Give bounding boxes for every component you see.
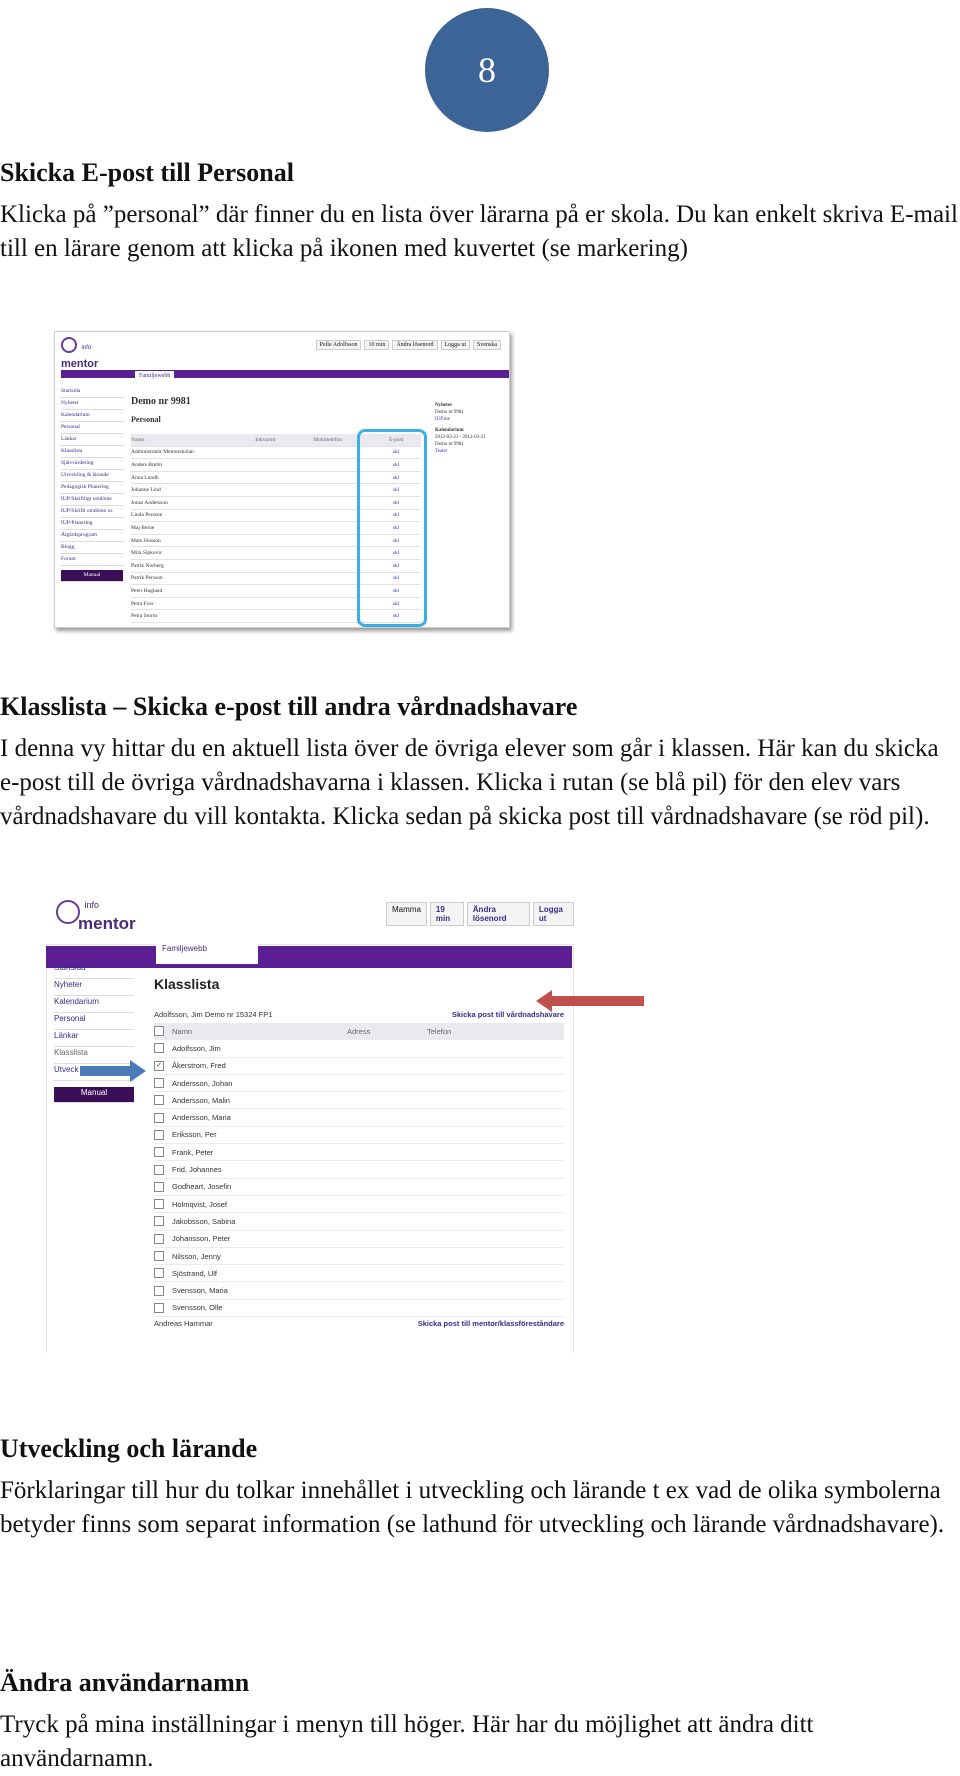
section-heading-personal: Skicka E-post till Personal [0,158,294,187]
envelope-icon[interactable]: skl [392,461,400,468]
s1-right-link[interactable]: IUP.me [435,417,450,422]
s2-sidebar-item[interactable]: Nyheter [54,979,134,996]
s2-manual-button[interactable]: Manual [54,1087,134,1103]
s2-student-name: Adolfsson, Jim [172,1043,221,1053]
s2-topbar [386,902,574,926]
s1-staff-name: Linda Persson [131,512,163,519]
blue-arrow-icon [80,1060,146,1082]
s1-col-phone: Mobiltelefon [313,436,342,443]
envelope-icon[interactable]: skl [392,550,400,557]
s2-student-row [154,1300,564,1317]
s2-student-name: Svensson, Olle [172,1303,223,1313]
s1-sidebar-item[interactable]: Länkar [61,434,123,446]
s2-student-row [154,1040,564,1057]
s1-sidebar-item[interactable]: Pedagogisk Planering [61,482,123,494]
s1-timer: 10 min [364,340,389,350]
s2-sidebar-item[interactable]: Personal [54,1013,134,1030]
envelope-icon[interactable]: skl [392,613,400,620]
s2-student-name: Svensson, Maria [172,1286,228,1296]
student-checkbox[interactable] [154,1182,164,1192]
student-checkbox[interactable] [154,1286,164,1296]
s1-sidebar-item[interactable]: Personal [61,422,123,434]
s2-student-row [154,1092,564,1109]
s2-student-name: Frid, Johannes [172,1165,222,1175]
s2-student-row [154,1127,564,1144]
student-checkbox[interactable] [154,1043,164,1053]
s1-language[interactable]: Svenska [473,340,501,350]
s1-right-demo2: Demo nr 9981 [435,442,464,447]
section-heading-utveckling: Utveckling och lärande [0,1434,258,1463]
klasslista-screenshot [46,896,574,1353]
s2-logout[interactable]: Logga ut [533,902,574,926]
s2-student-name: Eriksson, Per [172,1130,217,1140]
s1-col-internal: Inkvarnd [255,436,276,443]
s1-staff-name: Patrik Persson [131,575,163,582]
student-checkbox[interactable] [154,1130,164,1140]
s2-student-row [154,1161,564,1178]
envelope-icon[interactable]: skl [392,487,400,494]
s2-student-name: Nilsson, Jenny [172,1251,221,1261]
envelope-icon[interactable]: skl [392,524,400,531]
s1-right-panel [435,402,505,455]
s2-student-row [154,1144,564,1161]
s2-change-password[interactable]: Ändra lösenord [467,902,530,926]
logo-small-text: info [81,345,92,351]
envelope-icon[interactable]: skl [392,575,400,582]
student-checkbox[interactable] [154,1234,164,1244]
send-to-guardians-link[interactable]: Skicka post till vårdnadshavare [451,1010,564,1019]
s2-student-name: Andersson, Malin [172,1095,230,1105]
student-checkbox[interactable] [154,1251,164,1261]
s1-sidebar-item[interactable]: Blogg [61,542,123,554]
s1-sidebar-item[interactable]: IUP/Planering [61,518,123,530]
s1-user[interactable]: Pelle Adolfsson [316,340,362,350]
infomentor-logo [61,336,98,372]
logo-ring-icon [61,337,77,353]
s1-sidebar-item[interactable]: IUP/Skriftligt omdöme [61,494,123,506]
s1-sidebar-item[interactable]: Startsida [61,386,123,398]
s2-student-row [154,1231,564,1248]
s2-student-row [154,1213,564,1230]
s1-sidebar-item[interactable]: Forum [61,554,123,566]
s2-col-address: Adress [347,1026,371,1036]
student-checkbox[interactable] [154,1268,164,1278]
s2-col-name: Namn [172,1026,193,1036]
s2-student-row [154,1179,564,1196]
page-number-badge [425,8,549,132]
s1-sidebar-item[interactable]: Kalendarium [61,410,123,422]
s1-logout[interactable]: Logga ut [441,340,471,350]
s2-timer: 19 min [430,902,464,926]
s2-main [154,962,564,1328]
s2-student-row [154,1058,564,1075]
s2-sidebar-item[interactable]: Utveck [54,1064,134,1081]
student-checkbox[interactable] [154,1165,164,1175]
s1-change-password[interactable]: Ändra lösenord [392,340,437,350]
student-checkbox[interactable] [154,1095,164,1105]
s1-staff-name: Mila Sipkovic [131,550,163,557]
logo-big-text-2: mentor [78,914,136,933]
s1-page-title: Demo nr 9981 [131,396,191,407]
s1-tab-familjewebb[interactable]: Familjewebb [135,371,174,389]
s2-student-name: Godheart, Josefin [172,1182,232,1192]
s2-sidebar-item[interactable]: Startsida [54,962,134,979]
section-text-utveckling: Förklaringar till hur du tolkar innehållet i utveckling och lärande t ex vad de olika symbolerna betyder finns som separat information (se lathund för utveckling och lärande vårdnadshavare). [0,1477,945,1538]
email-column-highlight [357,429,427,627]
select-all-checkbox[interactable] [154,1026,164,1036]
s1-subtitle: Personal [131,415,161,424]
student-checkbox[interactable] [154,1078,164,1088]
s1-sidebar-item[interactable]: IUP/Skriftl omdöme oz [61,506,123,518]
s2-col-phone: Telefon [427,1026,452,1036]
s1-staff-name: Mats Jönsson [131,537,161,544]
s2-page-title: Klasslista [154,976,220,992]
logo-ring-icon [56,900,80,924]
section-text-klasslista: I denna vy hittar du en aktuell lista över de övriga elever som går i klassen. Här kan du skicka e-post till de övriga vårdnadshavarna i klassen. Klicka i rutan (se blå pil) för den elev vars vårdnadshavare du vill kontakta. Klicka sedan på skicka post till vårdnadshavare (se röd pil). [0,735,939,830]
envelope-icon[interactable]: skl [392,512,400,519]
s1-sidebar-item[interactable]: Nyheter [61,398,123,410]
s1-staff-name: Administratör Mentorskolan [131,449,194,456]
s2-student-row [154,1282,564,1299]
envelope-icon[interactable]: skl [392,562,400,569]
s1-staff-name: Johanne Lind [131,487,161,494]
section-heading-klasslista: Klasslista – Skicka e-post till andra vårdnadshavare [0,692,578,721]
student-checkbox[interactable] [154,1147,164,1157]
s1-col-email: E-post [388,436,404,443]
s2-tab-familjewebb[interactable]: Familjewebb [156,942,258,964]
section-text-anvandarnamn: Tryck på mina inställningar i menyn till höger. Här har du möjlighet att ändra ditt användarnamn. [0,1711,814,1772]
s2-student-name: Andersson, Maria [172,1113,231,1123]
s1-staff-name: Maj Berne [131,524,155,531]
s2-student-name: Andersson, Johan [172,1078,233,1088]
s1-staff-name: Peter Hagland [131,587,163,594]
section-heading-anvandarnamn: Ändra användarnamn [0,1668,250,1697]
s2-student-row [154,1248,564,1265]
s1-sidebar-item[interactable]: Klasslista [61,446,123,458]
s1-right-calendar: Kalendarium [435,428,464,433]
s1-sidebar-item[interactable]: Åtgärdsprogram [61,530,123,542]
s2-sidebar-item[interactable]: Klasslista [54,1047,134,1064]
s1-sidebar-item[interactable]: Självvärdering [61,458,123,470]
s2-student-name: Åkerstrom, Fred [172,1061,226,1071]
envelope-icon[interactable]: skl [392,499,400,506]
page-number: 8 [478,50,496,90]
s1-right-date: 2012-03-21 - 2012-03-21 [435,435,486,440]
s2-student-row [154,1109,564,1126]
section-text-personal: Klicka på ”personal” där finner du en lista över lärarna på er skola. Du kan enkelt skriva E-mail till en lärare genom att klicka på ikonen med kuvertet (se markering) [0,201,958,262]
envelope-icon[interactable]: skl [392,537,400,544]
s1-staff-name: Patrik Norberg [131,562,164,569]
s2-student-name: Johansson, Peter [172,1234,231,1244]
s1-sidebar-item[interactable]: Utveckling & lärande [61,470,123,482]
student-checkbox[interactable] [154,1216,164,1226]
s2-table-header [154,1023,564,1040]
envelope-icon[interactable]: skl [392,587,400,594]
send-to-mentor-link[interactable]: Skicka post till mentor/klassföreståndare [417,1319,564,1329]
envelope-icon[interactable]: skl [392,600,400,607]
logo-big-text: mentor [61,358,99,370]
s1-staff-name: Petra Fors [131,600,154,607]
s2-sidebar-item[interactable]: Länkar [54,1030,134,1047]
s1-sidebar [61,386,123,582]
s1-staff-name: Anna Lundh [131,474,159,481]
s1-nav-bar [61,370,509,378]
envelope-icon[interactable]: skl [392,449,400,456]
infomentor-logo-2 [56,900,136,944]
s2-student-row [154,1196,564,1213]
s1-right-event[interactable]: Teater [435,449,448,454]
s2-student-name: Sjöstrand, Ulf [172,1268,218,1278]
student-checkbox[interactable] [154,1199,164,1209]
s2-student-name: Jakobsson, Sabina [172,1216,236,1226]
s1-col-name: Namn [131,436,145,443]
s1-manual-button[interactable]: Manual [61,570,123,582]
personal-screenshot [54,331,510,628]
s1-right-demo: Demo nr 9981 [435,410,464,415]
student-checkbox[interactable]: ✓ [154,1061,164,1071]
s1-staff-name: Petra Storm [131,613,158,620]
s1-staff-name: Anders Brelin [131,461,163,468]
s2-student-name: Holmqvist, Josef [172,1199,228,1209]
s1-staff-name: Jonas Andersson [131,499,168,506]
s1-topbar [316,340,501,350]
s2-student-info: Adolfsson, Jim Demo nr 15324 FP1 [154,1010,273,1019]
s2-user[interactable]: Mamma [386,902,427,926]
s2-sidebar-item[interactable]: Kalendarium [54,996,134,1013]
envelope-icon[interactable]: skl [392,474,400,481]
s2-student-row [154,1265,564,1282]
red-arrow-icon [536,990,644,1012]
s2-student-name: Frank, Peter [172,1147,214,1157]
s2-teacher: Andreas Hammar [154,1319,213,1329]
logo-small-text-2: info [84,900,99,910]
student-checkbox[interactable] [154,1303,164,1313]
s1-right-news: Nyheter [435,403,453,408]
student-checkbox[interactable] [154,1113,164,1123]
s2-student-row [154,1075,564,1092]
